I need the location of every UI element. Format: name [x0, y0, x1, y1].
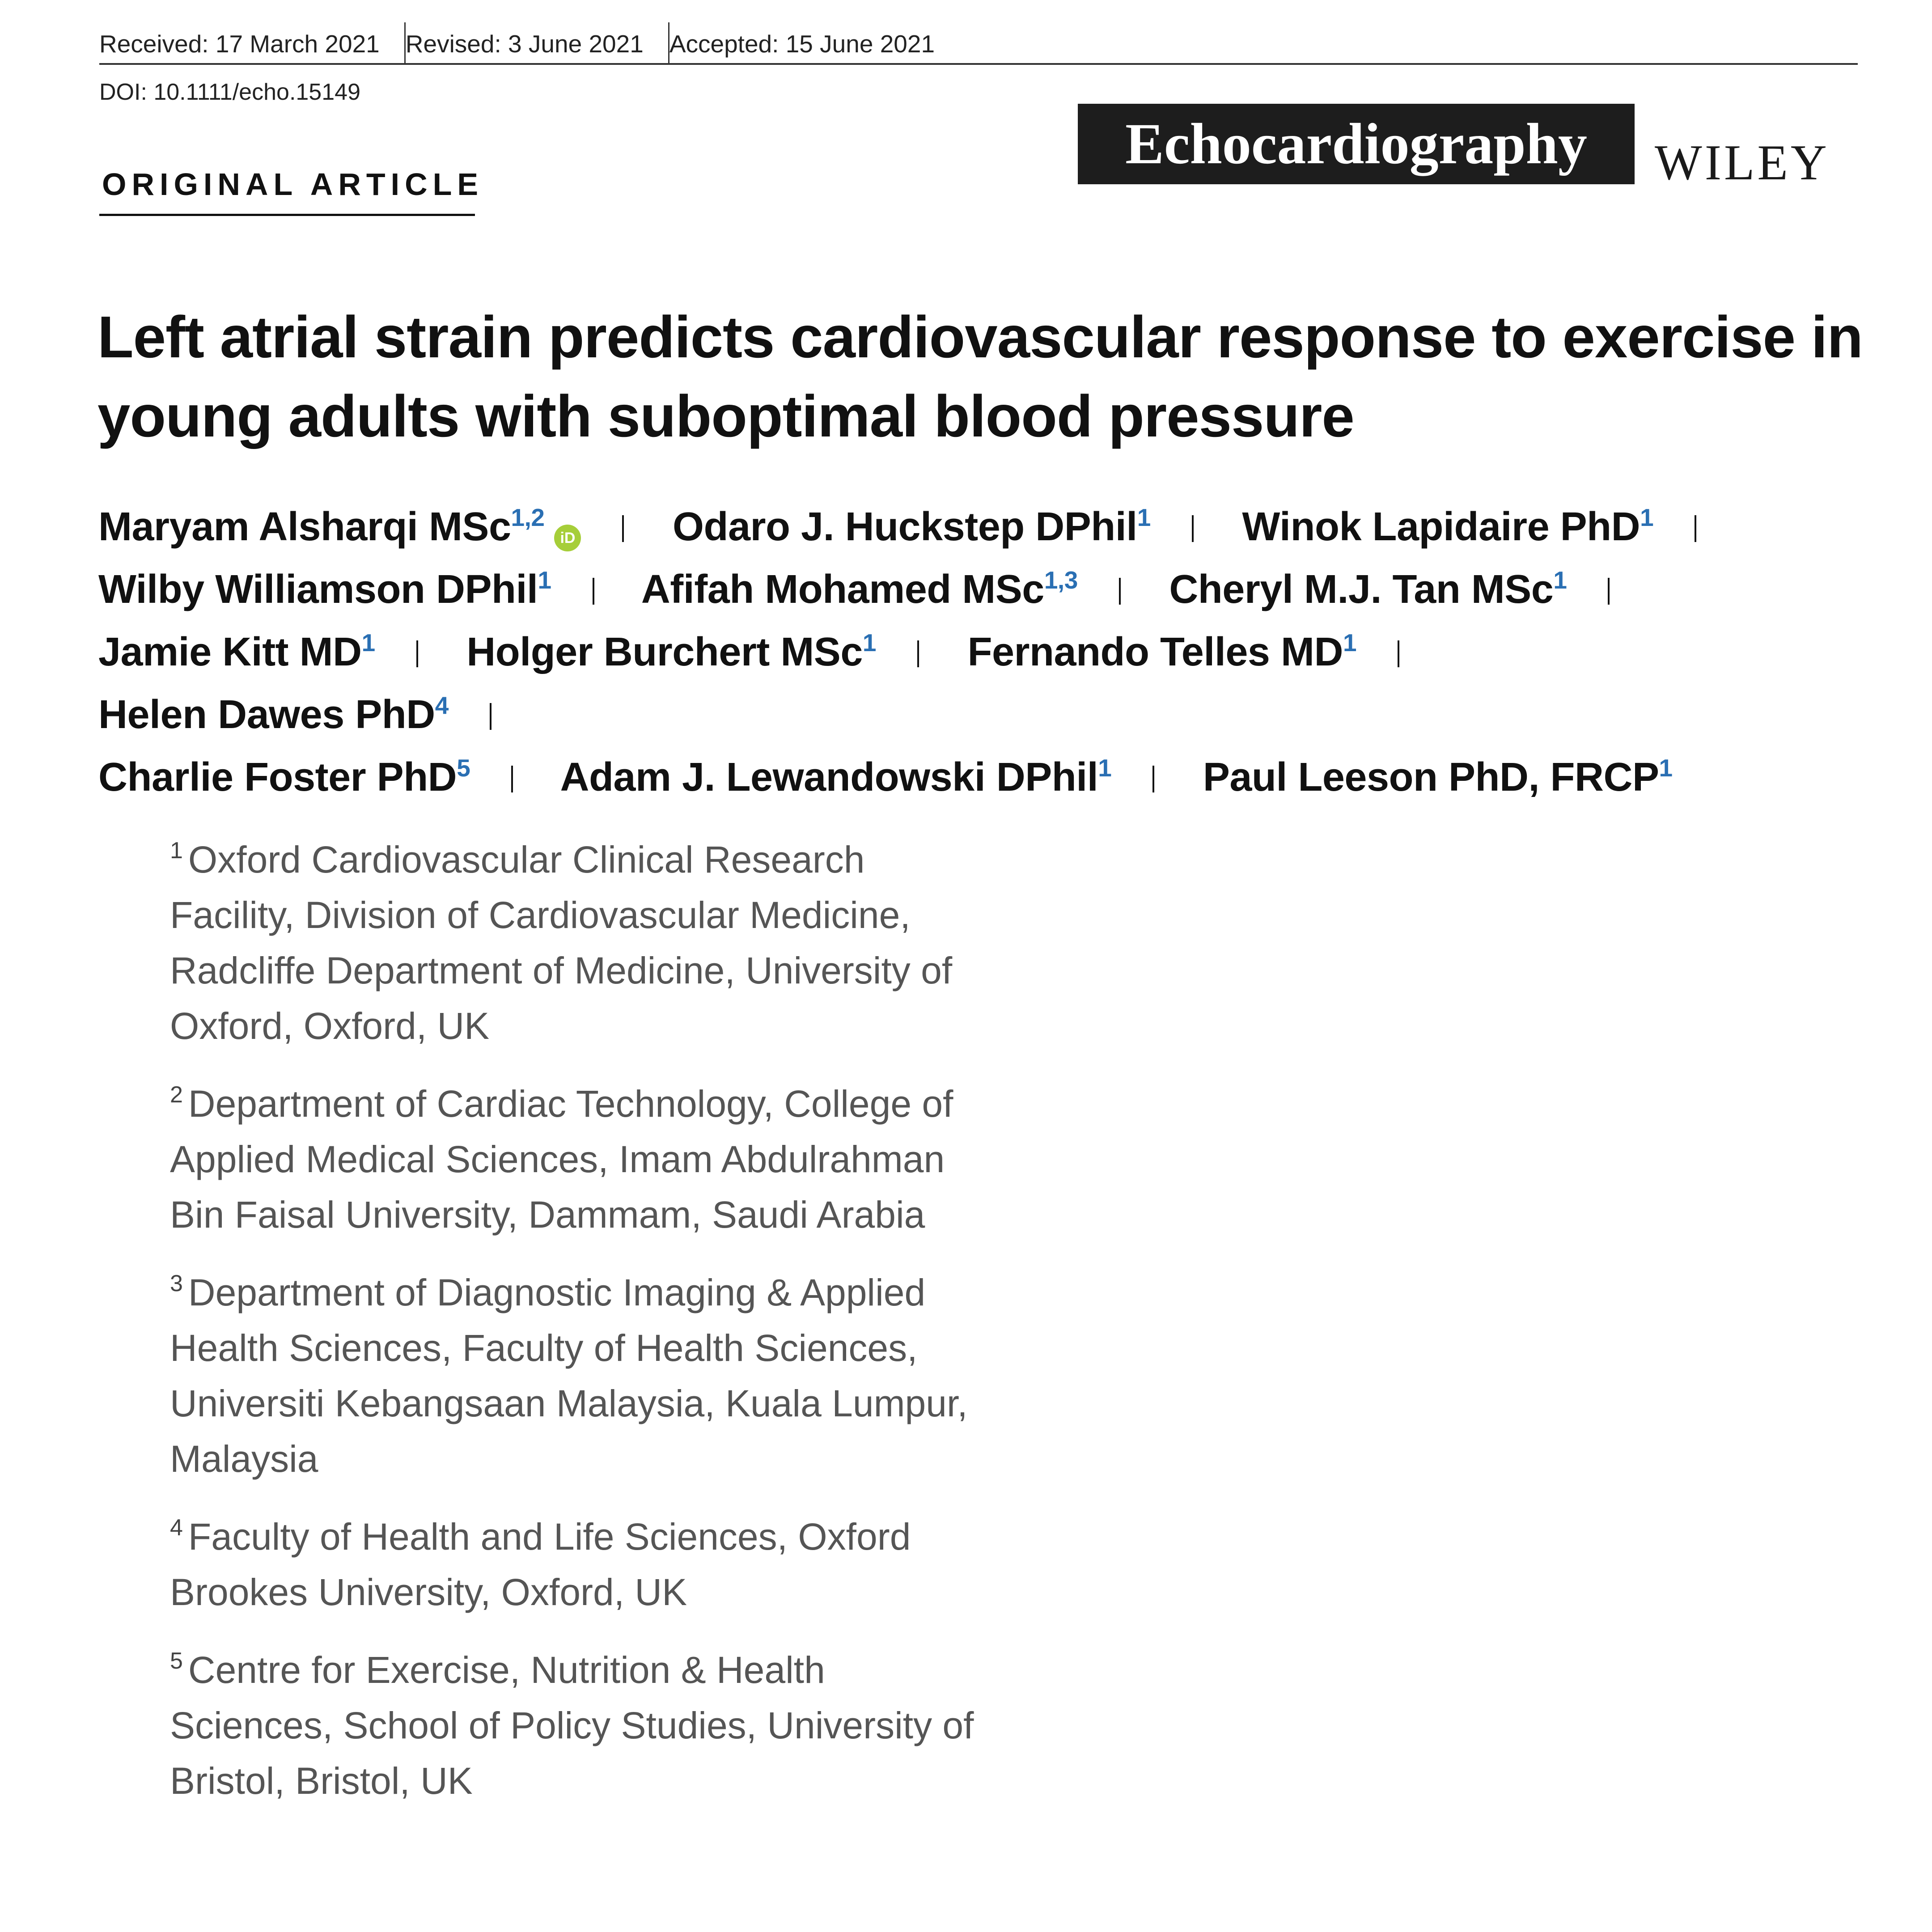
affiliation-ref[interactable]: 1 [1640, 504, 1654, 531]
affiliation-number: 5 [170, 1648, 183, 1674]
author-name: Cheryl M.J. Tan MSc [1169, 567, 1554, 612]
author[interactable] [98, 567, 632, 612]
accepted-date: Accepted: 15 June 2021 [669, 30, 935, 58]
author[interactable] [98, 630, 456, 674]
affiliation-ref[interactable]: 1 [538, 566, 551, 594]
article-title: Left atrial strain predicts cardiovascular response to exercise in young adults with suboptimal blood pressure [97, 304, 1863, 449]
author[interactable] [98, 692, 529, 737]
affiliation-text: Oxford Cardiovascular Clinical Research Facility, Division of Cardiovascular Medicine, Radcliffe Department of Medicine, University of Oxford, Oxford, UK [170, 839, 953, 1047]
header-rule [99, 63, 1858, 65]
author[interactable] [1203, 755, 1673, 800]
article-dates [99, 22, 959, 65]
author[interactable] [98, 504, 661, 549]
author-name: Paul Leeson PhD, FRCP [1203, 755, 1659, 800]
author[interactable] [1242, 504, 1734, 549]
author-name: Maryam Alsharqi MSc [98, 504, 511, 549]
author-name: Holger Burchert MSc [466, 630, 863, 674]
divider [490, 703, 491, 730]
affiliation-ref[interactable]: 1 [1659, 754, 1673, 782]
affiliation-ref[interactable]: 5 [457, 754, 470, 782]
divider [622, 515, 624, 542]
divider [1608, 578, 1610, 605]
journal-logo: Echocardiography [1078, 104, 1635, 184]
divider [1398, 640, 1399, 667]
author-name: Charlie Foster PhD [98, 755, 457, 800]
author-name: Wilby Williamson DPhil [98, 567, 538, 612]
publisher-logo: WILEY [1655, 135, 1830, 191]
affiliation-ref[interactable]: 1 [1343, 629, 1357, 657]
affiliation-list [170, 832, 975, 1831]
divider [1192, 515, 1194, 542]
affiliation [170, 832, 975, 1054]
affiliation-text: Faculty of Health and Life Sciences, Oxford Brookes University, Oxford, UK [170, 1516, 911, 1613]
author[interactable] [641, 567, 1158, 612]
affiliation-text: Centre for Exercise, Nutrition & Health Sciences, School of Policy Studies, University of Bristol, Bristol, UK [170, 1649, 974, 1802]
divider [1119, 578, 1121, 605]
author-name: Adam J. Lewandowski DPhil [560, 755, 1098, 800]
affiliation-ref[interactable]: 1 [862, 629, 876, 657]
author[interactable] [560, 755, 1192, 800]
orcid-icon[interactable]: iD [554, 525, 581, 551]
author-name: Helen Dawes PhD [98, 692, 435, 737]
affiliation-number: 2 [170, 1082, 183, 1108]
affiliation-number: 1 [170, 838, 183, 864]
author[interactable] [98, 755, 551, 800]
affiliation [170, 1642, 975, 1809]
author-name: Jamie Kitt MD [98, 630, 362, 674]
author-name: Afifah Mohamed MSc [641, 567, 1044, 612]
affiliation [170, 1265, 975, 1487]
affiliation-ref[interactable]: 4 [435, 691, 449, 719]
divider [511, 766, 513, 792]
doi[interactable]: DOI: 10.1111/echo.15149 [99, 79, 360, 105]
divider [917, 640, 919, 667]
received-date: Received: 17 March 2021 [99, 30, 380, 58]
affiliation-number: 4 [170, 1515, 183, 1541]
author-name: Winok Lapidaire PhD [1242, 504, 1640, 549]
article-type-rule [99, 214, 475, 216]
affiliation-text: Department of Diagnostic Imaging & Applied Health Sciences, Faculty of Health Sciences, Universiti Kebangsaan Malaysia, Kuala Lumpur, Malaysia [170, 1271, 968, 1480]
revised-date: Revised: 3 June 2021 [405, 30, 644, 58]
author[interactable] [673, 504, 1231, 549]
author-list [98, 496, 1869, 809]
affiliation-ref[interactable]: 1 [1137, 504, 1151, 531]
affiliation-ref[interactable]: 1 [1553, 566, 1567, 594]
author[interactable] [1169, 567, 1647, 612]
affiliation-ref[interactable]: 1,3 [1044, 566, 1078, 594]
affiliation [170, 1076, 975, 1242]
affiliation-ref[interactable]: 1 [1098, 754, 1112, 782]
affiliation-text: Department of Cardiac Technology, College of Applied Medical Sciences, Imam Abdulrahman Bin Faisal University, Dammam, Saudi Arabia [170, 1083, 953, 1236]
article-type: ORIGINAL ARTICLE [102, 167, 484, 202]
author[interactable] [466, 630, 957, 674]
affiliation-ref[interactable]: 1 [361, 629, 375, 657]
affiliation [170, 1509, 975, 1620]
divider [1152, 766, 1154, 792]
affiliation-ref[interactable]: 1,2 [511, 504, 545, 531]
divider [1695, 515, 1696, 542]
divider [593, 578, 594, 605]
author-name: Fernando Telles MD [967, 630, 1343, 674]
author-name: Odaro J. Huckstep DPhil [672, 504, 1137, 549]
author[interactable] [968, 630, 1437, 674]
affiliation-number: 3 [170, 1271, 183, 1296]
divider [416, 640, 418, 667]
